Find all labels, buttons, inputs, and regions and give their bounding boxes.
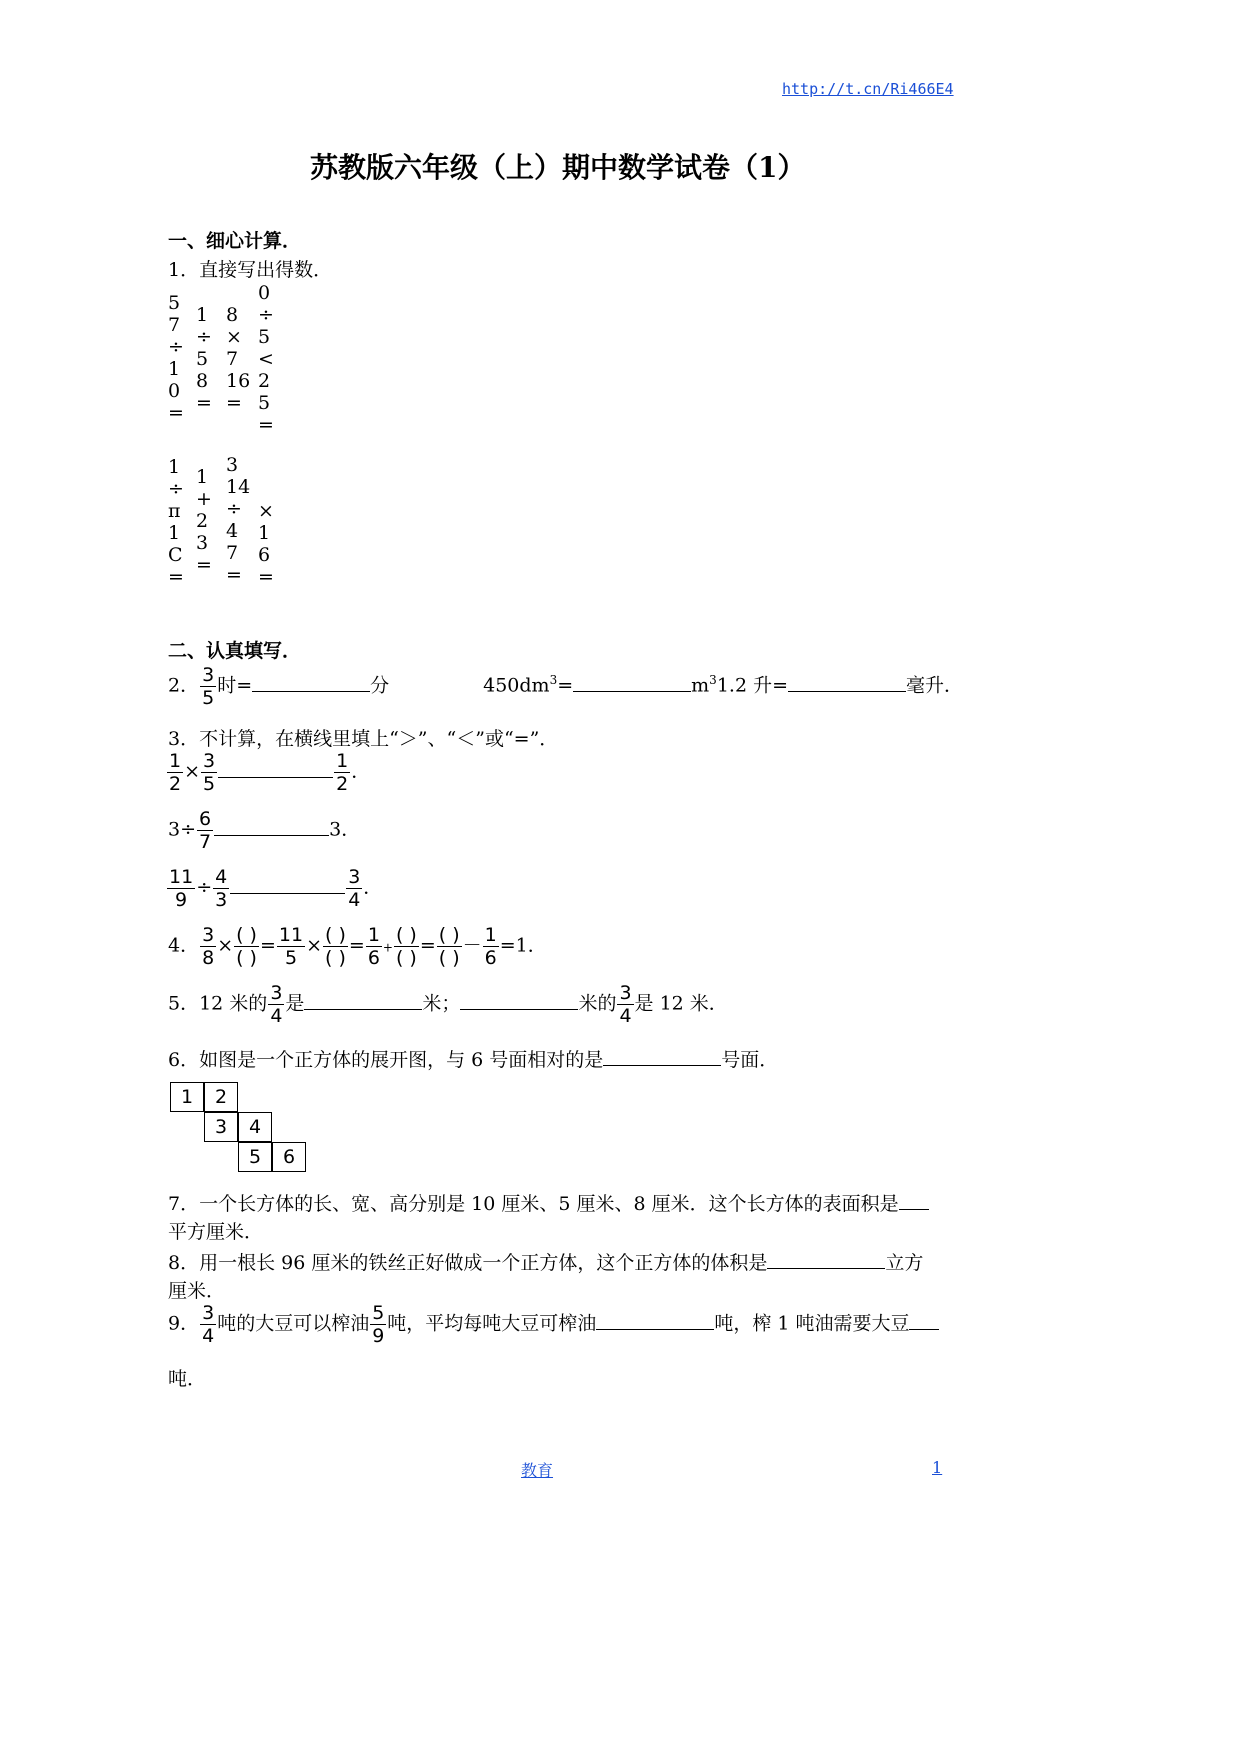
expression-fragment: ÷ <box>196 326 212 348</box>
expression-fragment: 5 <box>258 392 271 414</box>
expression-fragment: = <box>168 566 184 588</box>
expression-fragment: 5 <box>196 348 209 370</box>
question-8-cont: 厘米． <box>168 1280 226 1302</box>
expression-fragment: 7 <box>226 542 239 564</box>
cube-face: 3 <box>204 1112 238 1142</box>
expression-fragment: 2 <box>196 510 209 532</box>
expression-fragment: C <box>168 544 183 566</box>
expression-fragment: < <box>258 348 274 370</box>
question-7: 7．一个长方体的长、宽、高分别是 10 厘米、5 厘米、8 厘米．这个长方体的表面积是 <box>168 1188 929 1216</box>
expression-fragment: × <box>258 500 274 522</box>
q-num: 2． <box>168 674 200 697</box>
section-2-heading: 二、认真填写． <box>168 640 302 662</box>
question-3-line-1: $\frac{1}{2}$ × $\frac{3}{5}$ $\frac{1}{2}$ ． <box>169 750 371 795</box>
cube-face: 2 <box>204 1082 238 1112</box>
expression-fragment: 6 <box>258 544 271 566</box>
expression-fragment: ÷ <box>226 498 242 520</box>
answer-blank[interactable] <box>909 1308 939 1330</box>
expression-fragment: 8 <box>226 304 239 326</box>
question-7-cont: 平方厘米． <box>168 1221 264 1243</box>
expression-fragment: + <box>196 488 212 510</box>
answer-blank[interactable] <box>230 872 345 894</box>
expression-fragment: 14 <box>226 476 251 498</box>
expression-fragment: 1 <box>168 358 181 380</box>
expression-fragment: 0 <box>258 282 271 304</box>
answer-blank[interactable] <box>573 670 691 692</box>
expression-fragment: = <box>226 392 242 414</box>
expression-fragment: ÷ <box>168 478 184 500</box>
cube-face: 5 <box>238 1142 272 1172</box>
expression-fragment: × <box>226 326 242 348</box>
expression-fragment: 16 <box>226 370 251 392</box>
expression-fragment: = <box>168 402 184 424</box>
answer-blank[interactable] <box>603 1044 721 1066</box>
answer-blank[interactable] <box>214 814 329 836</box>
expression-fragment: 5 <box>168 292 181 314</box>
expression-fragment: 7 <box>168 314 181 336</box>
answer-blank[interactable] <box>218 756 333 778</box>
question-8: 8．用一根长 96 厘米的铁丝正好做成一个正方体，这个正方体的体积是 立方 <box>168 1247 923 1275</box>
expression-fragment: 2 <box>258 370 271 392</box>
expression-fragment: 1 <box>258 522 271 544</box>
expression-fragment: ÷ <box>258 304 274 326</box>
expression-fragment: = <box>258 414 274 436</box>
question-3-line-3: $\frac{11}{9}$ ÷ $\frac{4}{3}$ $\frac{3}{4}$ ． <box>169 866 383 911</box>
cube-face: 4 <box>238 1112 272 1142</box>
page-number[interactable]: 1 <box>932 1458 943 1477</box>
answer-blank[interactable] <box>460 988 578 1010</box>
expression-fragment: ÷ <box>168 336 184 358</box>
cube-face: 6 <box>272 1142 306 1172</box>
expression-fragment: 1 <box>168 456 181 478</box>
expression-fragment: 8 <box>196 370 209 392</box>
question-5: 5．12 米的 $\frac{3}{4}$ 是 米； 米的 $\frac{3}{4}$ 是 12 米． <box>168 982 728 1027</box>
question-9-cont: 吨． <box>168 1368 207 1390</box>
question-6: 6．如图是一个正方体的展开图，与 6 号面相对的是 号面． <box>168 1044 778 1072</box>
answer-blank[interactable] <box>788 670 906 692</box>
expression-fragment: 0 <box>168 380 181 402</box>
expression-fragment: 4 <box>226 520 239 542</box>
page-title: 苏教版六年级（上）期中数学试卷（1） <box>310 151 806 184</box>
question-9: 9． $\frac{3}{4}$ 吨的大豆可以榨油 $\frac{5}{9}$ 吨，平均每吨大豆可榨油 吨，榨 1 吨油需要大豆 <box>168 1302 939 1347</box>
answer-blank[interactable] <box>899 1188 929 1210</box>
expression-fragment: 3 <box>196 532 209 554</box>
answer-blank[interactable] <box>596 1308 714 1330</box>
answer-blank[interactable] <box>767 1247 885 1269</box>
header-link[interactable]: http://t.cn/Ri466E4 <box>782 80 954 98</box>
question-4: 4． $\frac{3}{8}$ × $\frac{( )}{( )}$ = $\frac{11}{5}$ × $\frac{( )}{( )}$ = $\frac{1}{6}$ + $\frac{( )}{( )}$ = $\frac{( )}{( )}$ － $\frac{1}{6}$ =1． <box>168 924 547 969</box>
question-2: 2． $\frac{3}{5}$ 时= 分 $450dm^3= m^31.2$ 升= 毫升． <box>168 664 964 709</box>
footer-link[interactable]: 教育 <box>521 1461 554 1480</box>
expression-fragment: π <box>168 500 181 522</box>
expression-fragment: 3 <box>226 454 239 476</box>
cube-face: 1 <box>170 1082 204 1112</box>
fraction: $\frac{3}{5}$ <box>202 664 215 709</box>
expression-fragment: 1 <box>196 304 209 326</box>
expression-fragment: = <box>258 566 274 588</box>
section-1-heading: 一、细心计算． <box>168 230 302 252</box>
expression-fragment: 1 <box>196 466 209 488</box>
expression-fragment: 1 <box>168 522 181 544</box>
answer-blank[interactable] <box>304 988 422 1010</box>
answer-blank[interactable] <box>252 670 370 692</box>
expression-fragment: = <box>196 554 212 576</box>
expression-fragment: 5 <box>258 326 271 348</box>
question-3: 3．不计算，在横线里填上“＞”、“＜”或“=”． <box>168 728 559 750</box>
expression-fragment: = <box>226 564 242 586</box>
question-3-line-2: 3÷ $\frac{6}{7}$ 3． <box>168 808 361 853</box>
question-1: 1．直接写出得数． <box>168 259 333 281</box>
expression-fragment: 7 <box>226 348 239 370</box>
expression-fragment: = <box>196 392 212 414</box>
